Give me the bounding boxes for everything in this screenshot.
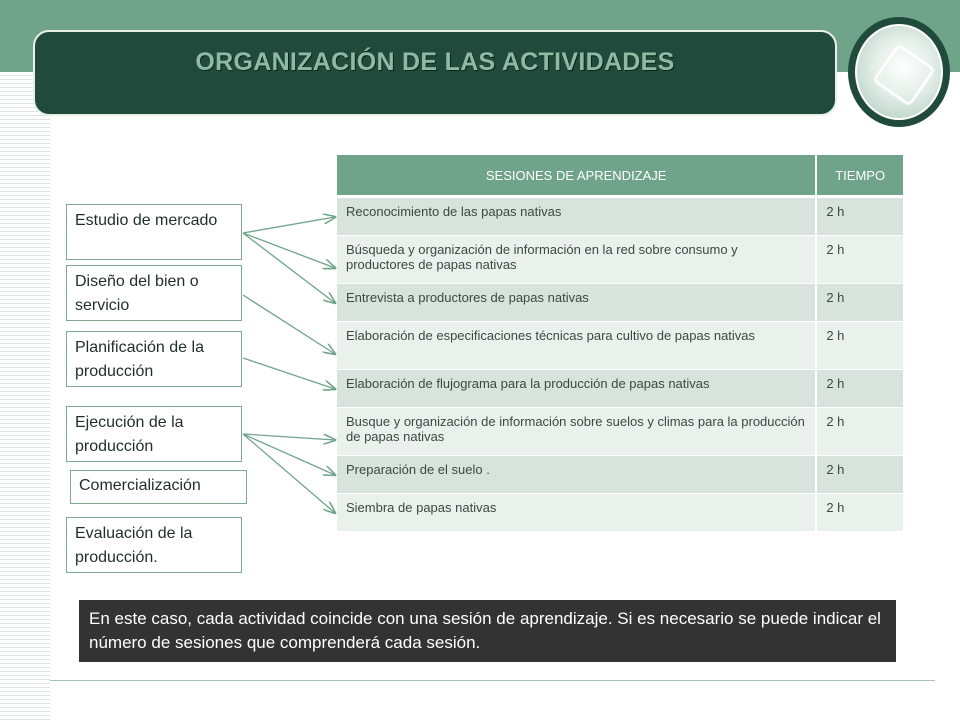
activity-label: Comercialización (79, 477, 201, 494)
time-cell: 2 h (815, 322, 903, 370)
bottom-divider (50, 680, 935, 681)
session-cell: Elaboración de flujograma para la producción de papas nativas (337, 370, 815, 408)
time-cell: 2 h (815, 236, 903, 284)
session-cell: Entrevista a productores de papas nativas (337, 284, 815, 322)
activity-label: Evaluación de la producción. (75, 525, 193, 566)
connector-arrow (243, 358, 335, 389)
session-cell: Busque y organización de información sobre suelos y climas para la producción de papas nativas (337, 408, 815, 456)
session-cell: Búsqueda y organización de información en la red sobre consumo y productores de papas nativas (337, 236, 815, 284)
header-sesiones: SESIONES DE APRENDIZAJE (337, 155, 815, 198)
time-cell: 2 h (815, 494, 903, 532)
connector-arrow (243, 434, 335, 513)
connector-arrow (243, 295, 335, 354)
activity-label: Planificación de la producción (75, 339, 204, 380)
time-cell: 2 h (815, 456, 903, 494)
session-cell: Elaboración de especificaciones técnicas para cultivo de papas nativas (337, 322, 815, 370)
session-cell: Reconocimiento de las papas nativas (337, 198, 815, 236)
session-cell: Siembra de papas nativas (337, 494, 815, 532)
time-cell: 2 h (815, 370, 903, 408)
time-cell: 2 h (815, 408, 903, 456)
connector-arrow (243, 233, 335, 268)
time-cell: 2 h (815, 284, 903, 322)
time-cell: 2 h (815, 198, 903, 236)
activity-label: Diseño del bien o servicio (75, 273, 199, 314)
activity-label: Estudio de mercado (75, 212, 218, 229)
connector-arrow (243, 434, 335, 440)
connector-arrow (243, 217, 335, 233)
note-box (79, 600, 896, 662)
connector-arrow (243, 233, 335, 303)
header-tiempo: TIEMPO (815, 155, 903, 198)
note-text: En este caso, cada actividad coincide con una sesión de aprendizaje. Si es necesario se puede indicar el número de sesiones que comprenderá cada sesión. (89, 609, 881, 652)
session-cell: Preparación de el suelo . (337, 456, 815, 494)
page-title: ORGANIZACIÓN DE LAS ACTIVIDADES (195, 48, 675, 76)
connector-arrow (243, 434, 335, 475)
activity-label: Ejecución de la producción (75, 414, 184, 455)
